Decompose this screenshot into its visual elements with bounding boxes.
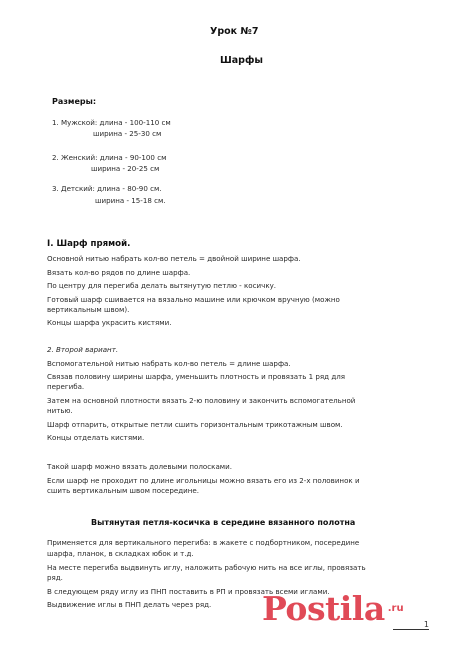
loop-line: Применяется для вертикального перегиба: в жакете с подбортником, посередине [47,538,360,547]
page-number: 1 [393,620,429,630]
variant2-line: Шарф отпарить, открытые петли сшить горизонтальным трикотажным швом. [47,420,343,429]
straight-line: Вязать кол-во рядов по длине шарфа. [47,268,191,277]
loop-line: шарфа, планок, в складках юбок и т.д. [47,549,194,558]
straight-line: Основной нитью набрать кол-во петель = двойной ширине шарфа. [47,254,301,263]
variant2-line: Вспомогательной нитью набрать кол-во петель = длине шарфа. [47,359,291,368]
size-kids-width: ширина - 15-18 см. [95,196,166,205]
loop-line: В следующем ряду иглу из ПНП поставить в РП и провязать всеми иглами. [47,587,330,596]
variant2-line: нитью. [47,406,73,415]
straight-line: Концы шарфа украсить кистями. [47,318,172,327]
loop-line: Выдвижение иглы в ПНП делать через ряд. [47,600,212,609]
straight-line: вертикальным швом). [47,305,130,314]
loop-line: ряд. [47,573,63,582]
variant2-line: перегиба. [47,382,85,391]
note-line: сшить вертикальным швом посередине. [47,486,200,495]
postila-watermark [262,589,404,628]
sizes-heading: Размеры: [52,97,97,106]
lesson-title: Урок №7 [210,26,259,37]
size-women-length: 2. Женский: длина - 90-100 см [52,153,167,162]
topic-title: Шарфы [220,55,263,66]
straight-line: Готовый шарф сшивается на вязально машине или крючком вручную (можно [47,295,340,304]
variant2-line: Концы отделать кистями. [47,433,145,442]
straight-scarf-heading: I. Шарф прямой. [47,239,131,249]
watermark-url: .ru [387,602,404,614]
size-men-length: 1. Мужской: длина - 100-110 см [52,118,171,127]
size-kids-length: 3. Детский: длина - 80-90 см. [52,184,162,193]
watermark-logo: Postila [262,589,385,628]
variant2-line: Связав половину ширины шарфа, уменьшить плотность и провязать 1 ряд для [47,372,346,381]
note-line: Такой шарф можно вязать долевыми полосками. [47,462,233,471]
straight-line: По центру для перегиба делать вытянутую петлю - косичку. [47,281,277,290]
size-men-width: ширина - 25-30 см [93,129,162,138]
variant2-line: Затем на основной плотности вязать 2-ю половину и закончить вспомогательной [47,396,356,405]
size-women-width: ширина - 20-25 см [91,164,160,173]
note-line: Если шарф не проходит по длине игольницы можно вязать его из 2-х половинок и [47,476,360,485]
variant2-heading: 2. Второй вариант. [47,345,119,354]
loop-section-heading: Вытянутая петля-косичка в середине вязанного полотна [91,518,356,527]
loop-line: На месте перегиба выдвинуть иглу, наложить рабочую нить на все иглы, провязать [47,563,366,572]
